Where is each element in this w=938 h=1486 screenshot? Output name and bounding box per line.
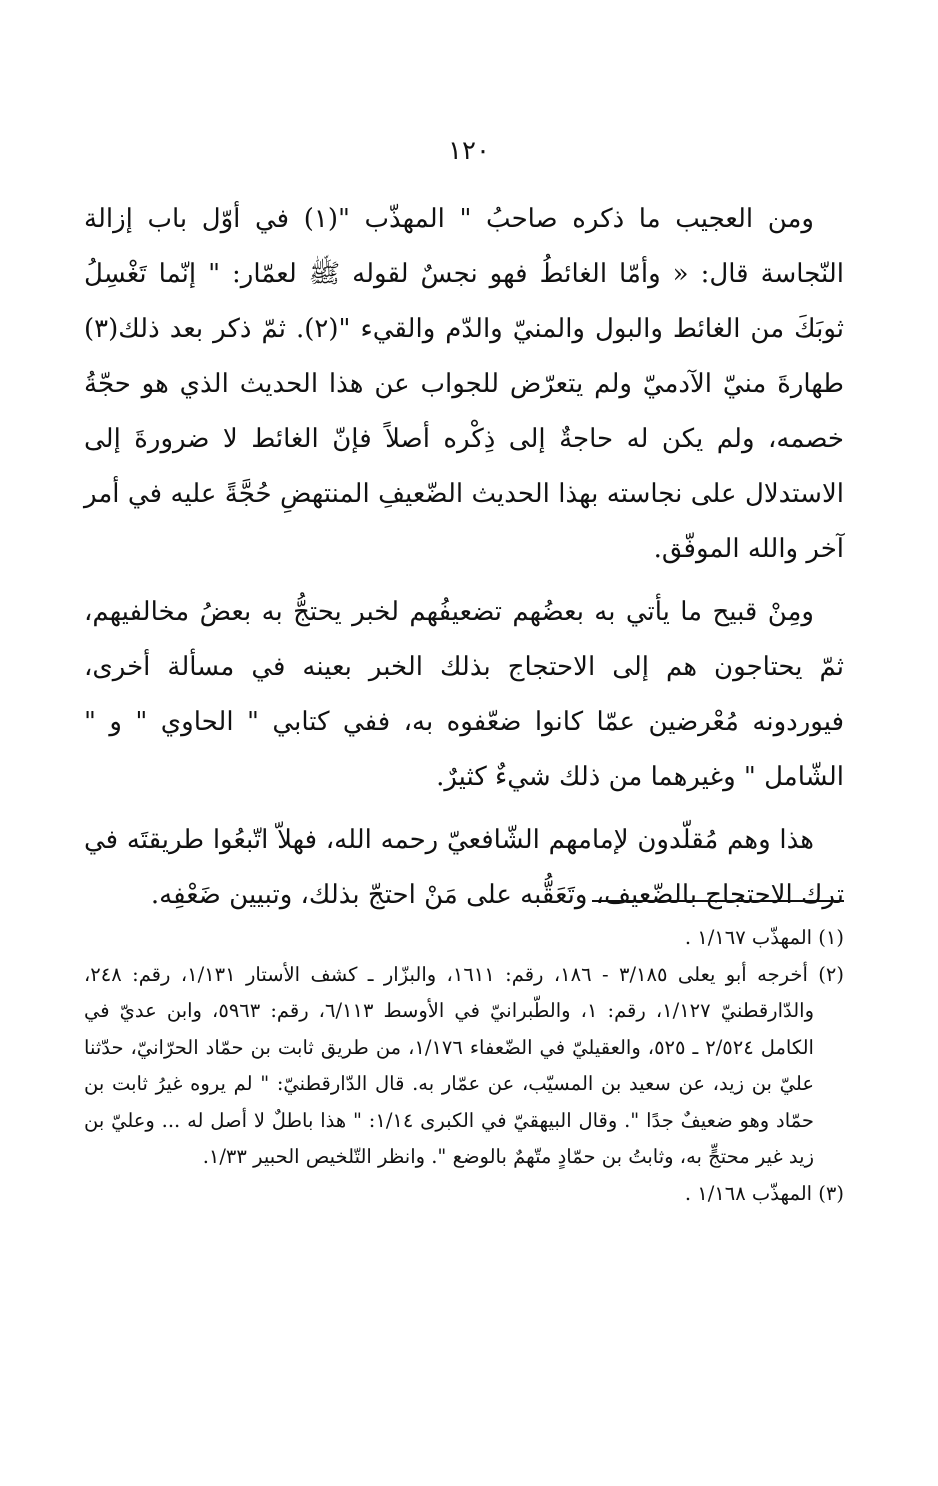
- main-text: [84, 192, 844, 931]
- page-number: ١٢٠: [448, 136, 490, 166]
- paragraph-2: ومِنْ قبيح ما يأتي به بعضُهم تضعيفُهم لخبر يحتجُّ به بعضُ مخالفيهم، ثمّ يحتاجون هم إلى الاحتجاج بذلك الخبر بعينه في مسألة أخرى، فيوردونه مُعْرضين عمّا كانوا ضعّفوه به، ففي كتابي " الحاوي " و " الشّامل " وغيرهما من ذلك شيءٌ كثيرٌ.: [84, 597, 844, 792]
- footnote-1: (١) المهذّب ١/١٦٧ .: [684, 926, 844, 949]
- footnote-2: (٢) أخرجه أبو يعلى ٣/١٨٥ - ١٨٦، رقم: ١٦١١، والبزّار ـ كشف الأستار ١/١٣١، رقم: ٢٤٨، والدّارقطنيّ ١/١٢٧، رقم: ١، والطّبرانيّ في الأوسط ٦/١١٣، رقم: ٥٩٦٣، وابن عديّ في الكامل ٢/٥٢٤ ـ ٥٢٥، والعقيليّ في الضّعفاء ١/١٧٦، من طريق ثابت بن حمّاد الحرّانيّ، حدّثنا عليّ بن زيد، عن سعيد بن المسيّب، عن عمّار به. قال الدّارقطنيّ: " لم يروه غيرُ ثابت بن حمّاد وهو ضعيفٌ جدًا ". وقال البيهقيّ في الكبرى ١/١٤: " هذا باطلٌ لا أصل له ... وعليّ بن زيد غير محتجٍّ به، وثابتُ بن حمّادٍ متّهمٌ بالوضع ". وانظر التّلخيص الحبير ١/٣٣.: [84, 962, 844, 1168]
- footnotes: [84, 920, 844, 1212]
- footnote-divider: [592, 900, 844, 902]
- paragraph-3: هذا وهم مُقلّدون لإمامهم الشّافعيّ رحمه الله، فهلاّ اتّبعُوا طريقتَه في ترك الاحتجاج بالضّعيف، وتَعَقُّبه على مَنْ احتجّ بذلك، وتبيين ضَعْفِه.: [84, 825, 844, 910]
- footnote-3: (٣) المهذّب ١/١٦٨ .: [684, 1181, 844, 1205]
- paragraph-1: ومن العجيب ما ذكره صاحبُ " المهذّب "(١) في أوّل باب إزالة النّجاسة قال: « وأمّا الغائطُ فهو نجسٌ لقوله ﷺ لعمّار: " إنّما تَغْسِلُ ثوبَكَ من الغائط والبول والمنيّ والدّم والقيء "(٢). ثمّ ذكر بعد ذلك(٣) طهارةَ منيّ الآدميّ ولم يتعرّض للجواب عن هذا الحديث الذي هو حجّةُ خصمه، ولم يكن له حاجةٌ إلى ذِكْره أصلاً فإنّ الغائط لا ضرورةَ إلى الاستدلال على نجاسته بهذا الحديث الضّعيفِ المنتهضِ حُجَّةً عليه في أمر آخر والله الموفّق.: [84, 204, 844, 564]
